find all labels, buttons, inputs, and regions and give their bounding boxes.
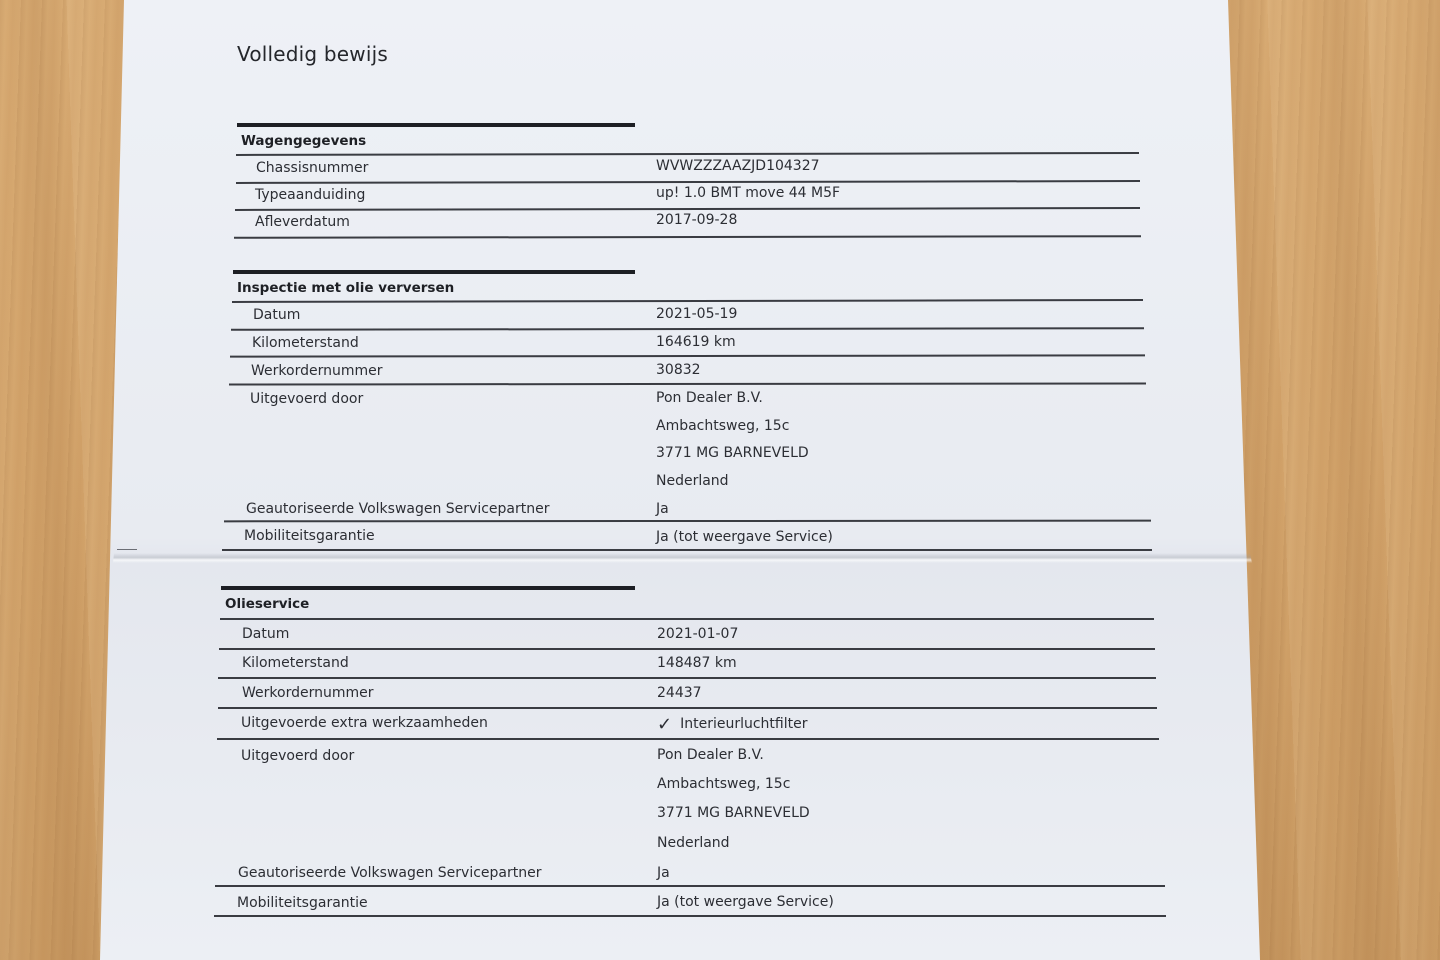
row-divider <box>220 618 1154 620</box>
row-value-datum: 2021-01-07 <box>657 626 739 642</box>
row-divider <box>222 549 1152 551</box>
extra-werkzaamheden-text: Interieurluchtfilter <box>680 716 808 732</box>
dealer-line: Pon Dealer B.V. <box>657 747 764 763</box>
row-label-mobiliteitsgarantie: Mobiliteitsgarantie <box>237 895 368 911</box>
row-value-mobiliteitsgarantie: Ja (tot weergave Service) <box>657 894 834 910</box>
paper-fold <box>0 553 1440 563</box>
dealer-line: Ambachtsweg, 15c <box>657 776 791 792</box>
row-label-afleverdatum: Afleverdatum <box>255 214 350 230</box>
section-heading-inspectie: Inspectie met olie verversen <box>237 280 455 296</box>
row-value-datum: 2021-05-19 <box>656 306 738 322</box>
row-label-uitgevoerd-door: Uitgevoerd door <box>250 391 364 407</box>
section-bar-olie <box>221 586 635 590</box>
row-value-werkordernummer: 30832 <box>656 362 701 378</box>
row-divider <box>217 738 1159 740</box>
row-label-werkordernummer: Werkordernummer <box>242 685 374 701</box>
dealer-line: Nederland <box>656 473 729 489</box>
row-value-kilometerstand: 164619 km <box>656 334 736 350</box>
dealer-line: Pon Dealer B.V. <box>656 390 763 406</box>
section-heading-wagen: Wagengegevens <box>241 133 367 149</box>
row-label-typeaanduiding: Typeaanduiding <box>255 187 366 203</box>
row-label-chassisnummer: Chassisnummer <box>256 160 369 176</box>
row-label-uitgevoerd-door: Uitgevoerd door <box>241 748 355 764</box>
row-label-servicepartner: Geautoriseerde Volkswagen Servicepartner <box>246 501 550 517</box>
section-bar-inspectie <box>233 270 635 274</box>
checkmark-icon: ✓ <box>657 714 673 735</box>
row-divider <box>214 915 1166 917</box>
row-label-werkordernummer: Werkordernummer <box>251 363 383 379</box>
row-label-servicepartner: Geautoriseerde Volkswagen Servicepartner <box>238 865 542 881</box>
row-label-extra-werkzaamheden: Uitgevoerde extra werkzaamheden <box>241 715 488 731</box>
row-label-datum: Datum <box>253 307 301 323</box>
row-value-afleverdatum: 2017-09-28 <box>656 212 738 228</box>
fold-mark <box>117 549 137 550</box>
row-divider <box>219 648 1155 650</box>
dealer-line: 3771 MG BARNEVELD <box>656 445 809 461</box>
row-value-werkordernummer: 24437 <box>657 685 702 701</box>
dealer-line: Ambachtsweg, 15c <box>656 418 790 434</box>
row-value-typeaanduiding: up! 1.0 BMT move 44 M5F <box>656 185 841 201</box>
row-label-kilometerstand: Kilometerstand <box>242 655 349 671</box>
row-divider <box>218 677 1156 679</box>
row-value-kilometerstand: 148487 km <box>657 655 737 671</box>
dealer-line: Nederland <box>657 835 730 851</box>
row-value-servicepartner: Ja <box>656 501 669 517</box>
row-label-mobiliteitsgarantie: Mobiliteitsgarantie <box>244 528 375 544</box>
row-divider <box>215 885 1165 887</box>
row-divider <box>218 707 1157 709</box>
row-value-servicepartner: Ja <box>657 865 670 881</box>
row-value-mobiliteitsgarantie: Ja (tot weergave Service) <box>656 529 833 545</box>
row-label-datum: Datum <box>242 626 290 642</box>
section-heading-olie: Olieservice <box>225 596 310 612</box>
document-title: Volledig bewijs <box>237 42 388 66</box>
row-value-chassisnummer: WVWZZZAAZJD104327 <box>656 158 820 174</box>
section-bar-wagen <box>237 123 635 127</box>
dealer-line: 3771 MG BARNEVELD <box>657 805 810 821</box>
row-value-extra-werkzaamheden <box>657 714 807 735</box>
row-label-kilometerstand: Kilometerstand <box>252 335 359 351</box>
